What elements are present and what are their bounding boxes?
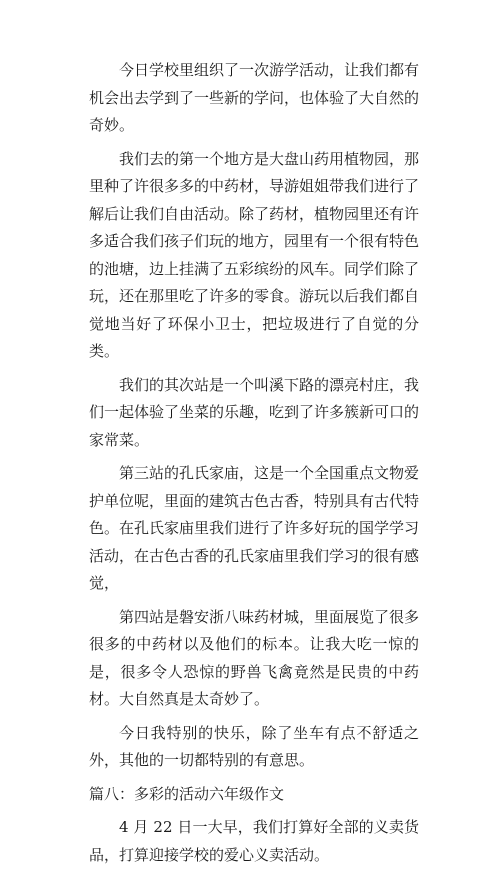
paragraph-conclusion: 今日我特别的快乐，除了坐车有点不舒适之外，其他的一切都特别的有意思。 (89, 723, 419, 769)
paragraph-village: 我们的其次站是一个叫溪下路的漂亮村庄，我们一起体验了坐菜的乐趣，吃到了许多簇新可口的家常菜。 (89, 375, 420, 449)
paragraph-intro: 今日学校里组织了一次游学活动，让我们都有机会出去学到了一些新的学问，也体验了大自然的奇妙。 (89, 61, 420, 134)
paragraph-botanical-garden: 我们去的第一个地方是大盘山药用植物园，那里种了许很多多的中药材，导游姐姐带我们进行了解后让我们自由活动。除了药材，植物园里还有许多适合我们孩子们玩的地方，园里有一个很有特色的池塘，边上挂满了五彩缤纷的风车。同学们除了玩，还在那里吃了许多的零食。游玩以后我们都自觉地当好了环保小卫士，把垃圾进行了自觉的分类。 (89, 149, 420, 360)
paragraph-family-temple: 第三站的孔氏家庙，这是一个全国重点文物爱护单位呢，里面的建筑古色古香，特别具有古代特色。在孔氏家庙里我们进行了许多好玩的国学学习活动，在古色古香的孔氏家庙里我们学习的很有感觉， (89, 464, 420, 592)
paragraph-herb-market: 第四站是磐安浙八味药材城，里面展览了很多很多的中药材以及他们的标本。让我大吃一惊的是，很多令人恐惊的野兽飞禽竟然是民贵的中药材。大自然真是太奇妙了。 (89, 607, 420, 708)
document-body (89, 57, 419, 875)
paragraph-charity-sale: 4 月 22 日一大早，我们打算好全部的义卖货品，打算迎接学校的爱心义卖活动。 (89, 818, 419, 864)
section-heading: 篇八：多彩的活动六年级作文 (89, 784, 285, 803)
